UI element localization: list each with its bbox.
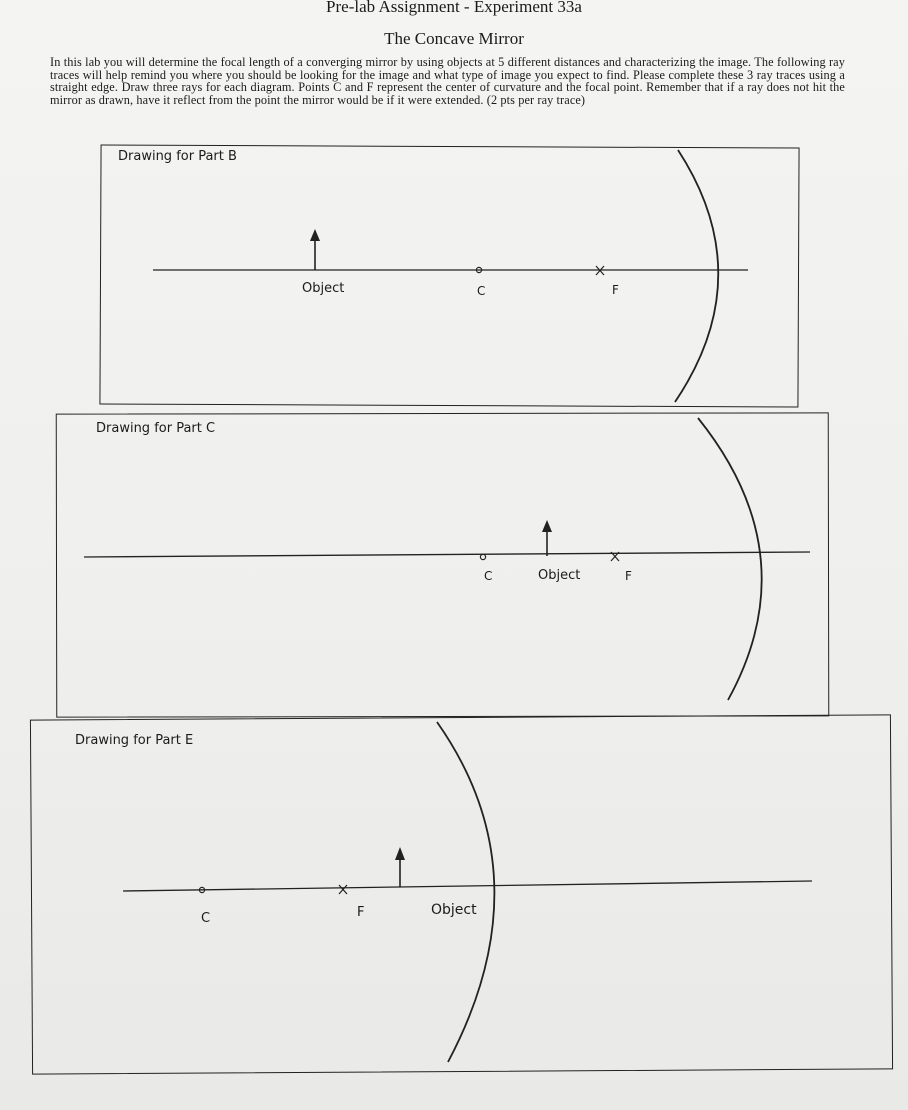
object-label: Object — [538, 568, 581, 583]
principal-axis — [123, 881, 812, 891]
object-arrow — [310, 229, 320, 270]
assignment-title: Pre-lab Assignment - Experiment 33a — [326, 0, 582, 16]
principal-axis — [84, 552, 810, 557]
diagram-part-c — [84, 418, 810, 700]
f-label: F — [612, 283, 619, 297]
diagram-title-part-b: Drawing for Part B — [118, 149, 237, 164]
f-label: F — [625, 569, 632, 583]
f-label: F — [357, 905, 365, 920]
c-label: C — [484, 569, 493, 583]
concave-mirror — [698, 418, 762, 700]
object-arrow — [542, 520, 552, 556]
diagram-part-e — [123, 722, 812, 1062]
c-label: C — [477, 284, 486, 298]
diagram-part-b — [153, 150, 748, 402]
concave-mirror — [675, 150, 718, 402]
diagram-title-part-c: Drawing for Part C — [96, 421, 216, 436]
instructions-paragraph: In this lab you will determine the focal length of a converging mirror by using objects at 5 different distances and characterizing the image. The following ray traces will help remind you where you should be looking for the image and what type of image you expect to find. Please complete these 3 ray traces using a straight edge. Draw three rays for each diagram. Points C and F represent the center of curvature and the focal point. Remember that if a ray does not hit the mirror as drawn, have it reflect from the point the mirror would be if it were extended. (2 pts per ray trace) — [50, 55, 845, 107]
c-label: C — [201, 911, 211, 926]
object-label: Object — [302, 281, 345, 296]
concave-mirror — [437, 722, 494, 1062]
focal-point-marker — [339, 885, 347, 894]
center-of-curvature-point — [480, 554, 485, 559]
object-arrow — [395, 847, 405, 887]
assignment-subtitle: The Concave Mirror — [384, 29, 524, 48]
object-label: Object — [431, 902, 477, 918]
diagram-title-part-e: Drawing for Part E — [75, 733, 194, 748]
